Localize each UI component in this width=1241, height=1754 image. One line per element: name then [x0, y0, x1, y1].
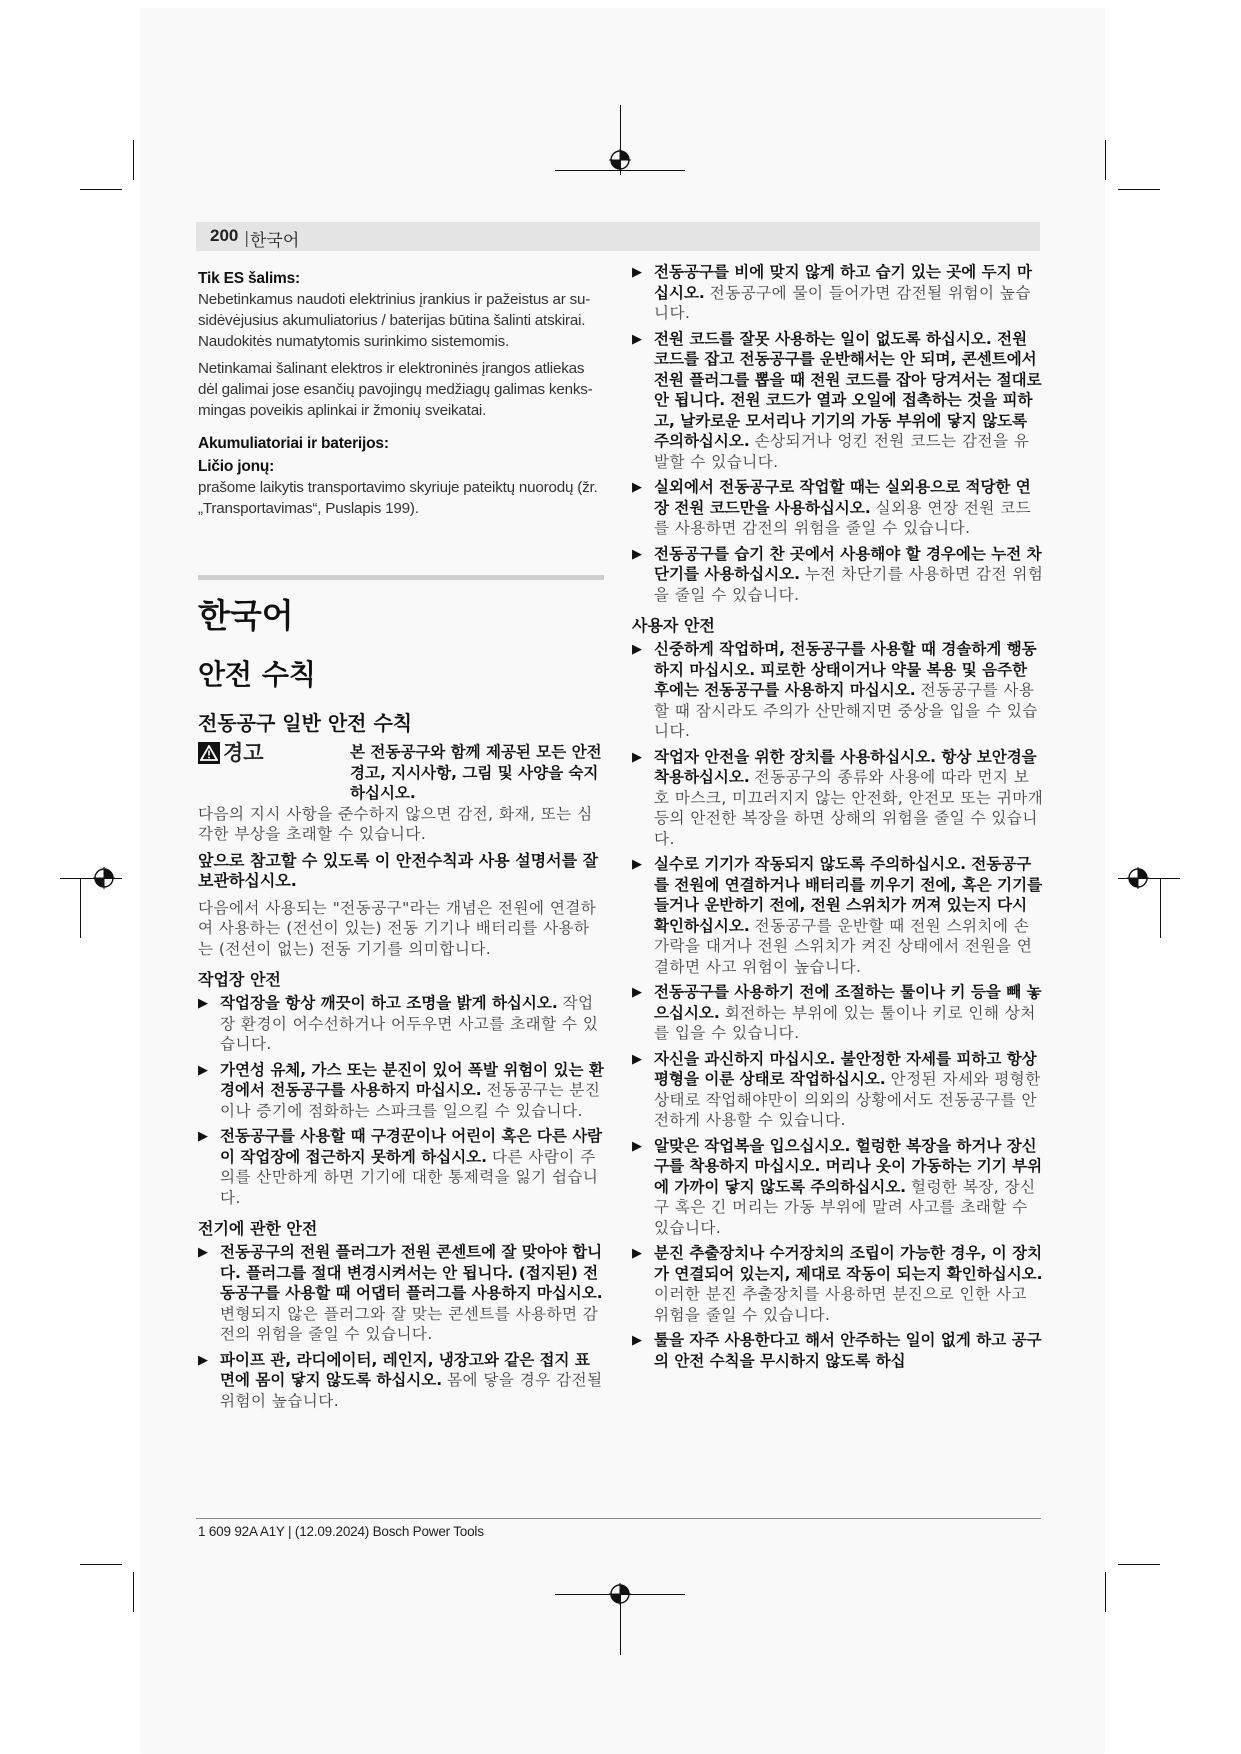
- safety-title: 안전 수칙: [198, 658, 316, 691]
- crop-mark: [80, 189, 122, 190]
- right-column: [632, 262, 1044, 1376]
- eu-disposal-paragraph: Nebetinkamus naudoti elektrinius įrankius ir pažeistus ar susidėvėjusius akumuliatorius / baterijas būtina šalinti atskirai. Naudokitės numatytomis surinkimo sistemomis.: [198, 291, 591, 350]
- registration-mark-icon: [1127, 867, 1149, 889]
- list-item: ▶ 전동공구를 비에 맞지 않게 하고 습기 있는 곳에 두지 마십시오. 전동공구에 물이 들어가면 감전될 위험이 높습니다.: [632, 263, 1032, 322]
- list-item: ▶ 분진 추출장치나 수거장치의 조립이 가능한 경우, 이 장치가 연결되어 있는지, 제대로 작동이 되는지 확인하십시오. 이러한 분진 추출장치를 사용하면 분진으로 인한 사고 위험을 줄일 수 있습니다.: [632, 1244, 1043, 1324]
- list-item: ▶ 전동공구를 사용하기 전에 조절하는 툴이나 키 등을 빼 놓으십시오. 회전하는 부위에 있는 툴이나 키로 인해 상처를 입을 수 있습니다.: [632, 983, 1042, 1042]
- bullet-icon: ▶: [632, 480, 642, 495]
- registration-mark-icon: [93, 867, 115, 889]
- general-safety-title: 전동공구 일반 안전 수칙: [198, 711, 413, 735]
- list-item: ▶ 알맞은 작업복을 입으십시오. 헐렁한 복장을 하거나 장신구를 착용하지 마십시오. 머리나 옷이 가동하는 기기 부위에 가까이 닿지 않도록 주의하십시오. 헐렁한 복장, 장신구 혹은 긴 머리는 가동 부위에 말려 사고를 초래할 수 있습니다.: [632, 1136, 1043, 1237]
- bullet-icon: ▶: [632, 546, 642, 562]
- keep-instructions: 앞으로 참고할 수 있도록 이 안전수칙과 사용 설명서를 잘 보관하십시오.: [198, 850, 599, 890]
- crop-mark: [1105, 140, 1106, 180]
- bullet-icon: ▶: [632, 331, 642, 347]
- warning-label: 경고: [198, 742, 350, 804]
- list-item: ▶ 신중하게 작업하며, 전동공구를 사용할 때 경솔하게 행동하지 마십시오. 피로한 상태이거나 약물 복용 및 음주한 후에는 전동공구를 사용하지 마십시오. 전동공구를 사용할 때 잠시라도 주의가 산만해지면 중상을 입을 수 있습니다.: [632, 640, 1038, 740]
- list-item: ▶ 전동공구의 전원 플러그가 전원 콘센트에 잘 맞아야 합니다. 플러그를 절대 변경시켜서는 안 됩니다. (접지된) 전동공구를 사용할 때 어댑터 플러그를 사용하지 마십시오. 변형되지 않은 플러그와 잘 맞는 콘센트를 사용하면 감전의 위험을 줄일 수 있습니다.: [198, 1243, 603, 1343]
- lithium-ion-heading: Ličio jonų:: [198, 458, 275, 475]
- crop-mark: [1118, 1564, 1160, 1565]
- registration-mark-icon: [609, 1583, 631, 1605]
- registration-mark-icon: [609, 149, 631, 171]
- footer-text: 1 609 92A A1Y | (12.09.2024) Bosch Power Tools: [198, 1524, 484, 1539]
- warning-triangle-icon: [198, 742, 220, 764]
- list-item: ▶ 파이프 관, 라디에이터, 레인지, 냉장고와 같은 접지 표면에 몸이 닿지 않도록 하십시오. 몸에 닿을 경우 감전될 위험이 높습니다.: [198, 1350, 603, 1410]
- bullet-icon: ▶: [198, 1062, 208, 1078]
- crop-mark: [1160, 878, 1161, 938]
- workplace-safety-heading: 작업장 안전: [198, 970, 281, 989]
- crop-mark: [80, 1564, 122, 1565]
- bullet-icon: ▶: [632, 749, 642, 765]
- electrical-safety-heading: 전기에 관한 안전: [198, 1219, 318, 1238]
- bullet-icon: ▶: [632, 1246, 642, 1261]
- crop-mark: [80, 878, 81, 938]
- list-item: ▶ 작업자 안전을 위한 장치를 사용하십시오. 항상 보안경을 착용하십시오. 전동공구의 종류와 사용에 따라 먼지 보호 마스크, 미끄러지지 않는 안전화, 안전모 또는 귀마개 등의 안전한 복장을 하면 상해의 위험을 줄일 수 있습니다.: [632, 747, 1044, 848]
- bullet-icon: ▶: [198, 1245, 208, 1260]
- bullet-icon: ▶: [198, 1352, 208, 1368]
- bullet-icon: ▶: [198, 996, 208, 1011]
- list-item: ▶ 툴을 자주 사용한다고 해서 안주하는 일이 없게 하고 공구의 안전 수칙을 무시하지 않도록 하십: [632, 1331, 1042, 1370]
- list-item: ▶ 전동공구를 사용할 때 구경꾼이나 어린이 혹은 다른 사람이 작업장에 접근하지 못하게 하십시오. 다른 사람이 주의를 산만하게 하면 기기에 대한 통제력을 잃기 쉽습니다.: [198, 1127, 603, 1207]
- list-item: ▶ 가연성 유체, 가스 또는 분진이 있어 폭발 위험이 있는 환경에서 전동공구를 사용하지 마십시오. 전동공구는 분진이나 증기에 점화하는 스파크를 일으킬 수 있습니다.: [198, 1060, 604, 1120]
- list-item: ▶ 작업장을 항상 깨끗이 하고 조명을 밝게 하십시오. 작업장 환경이 어수선하거나 어두우면 사고를 초래할 수 있습니다.: [198, 994, 599, 1053]
- power-tool-definition: 다음에서 사용되는 "전동공구"라는 개념은 전원에 연결하여 사용하는 (전선이 있는) 전동 기기나 배터리를 사용하는 (전선이 없는) 전동 기기를 의미합니다.: [198, 898, 597, 958]
- bullet-icon: ▶: [632, 265, 642, 280]
- language-title: 한국어: [198, 596, 294, 635]
- header-separator: |: [244, 228, 250, 247]
- warning-consequence: 다음의 지시 사항을 준수하지 않으면 감전, 화재, 또는 심각한 부상을 초래할 수 있습니다.: [198, 804, 593, 843]
- page-header: [196, 222, 1040, 251]
- bullet-icon: ▶: [632, 1333, 642, 1348]
- eu-disposal-heading: Tik ES šalims:: [198, 270, 301, 287]
- lithium-ion-text: prašome laikytis transportavimo skyriuje pateiktų nuorodų (žr. „Transportavimas“, Puslapis 199).: [198, 479, 598, 517]
- bullet-icon: ▶: [632, 1138, 642, 1154]
- crop-mark: [1118, 189, 1160, 190]
- crop-mark: [1105, 1572, 1106, 1612]
- left-column: [198, 268, 604, 1416]
- user-safety-heading: 사용자 안전: [632, 616, 715, 635]
- crop-mark: [133, 140, 134, 180]
- bullet-icon: ▶: [632, 1051, 642, 1067]
- header-language: 한국어: [250, 231, 300, 251]
- bullet-icon: ▶: [632, 642, 642, 657]
- bullet-icon: ▶: [198, 1129, 208, 1144]
- list-item: ▶ 전원 코드를 잘못 사용하는 일이 없도록 하십시오. 전원 코드를 잡고 전동공구를 운반해서는 안 되며, 콘센트에서 전원 플러그를 뽑을 때 전원 코드를 잡아 당겨서는 절대로 안 됩니다. 전원 코드가 열과 오일에 접촉하는 것을 피하고, 날카로운 모서리나 기기의 가동 부위에 닿지 않도록 주의하십시오. 손상되거나 엉킨 전원 코드는 감전을 유발할 수 있습니다.: [632, 329, 1042, 471]
- list-item: ▶ 전동공구를 습기 찬 곳에서 사용해야 할 경우에는 누전 차단기를 사용하십시오. 누전 차단기를 사용하면 감전 위험을 줄일 수 있습니다.: [632, 544, 1044, 604]
- batteries-heading: Akumuliatoriai ir baterijos:: [198, 435, 389, 452]
- list-item: ▶ 실수로 기기가 작동되지 않도록 주의하십시오. 전동공구를 전원에 연결하거나 배터리를 끼우기 전에, 혹은 기기를 들거나 운반하기 전에, 전원 스위치가 꺼져 있는지 다시 확인하십시오. 전동공구를 운반할 때 전원 스위치에 손가락을 대거나 전원 스위치가 켜진 상태에서 전원을 연결하면 사고 위험이 높습니다.: [632, 855, 1043, 976]
- bullet-icon: ▶: [632, 985, 642, 1000]
- eu-disposal-paragraph: Netinkamai šalinant elektros ir elektroninės įrangos atliekas dėl galimai jose esančių pavojingų medžiagų galimas kenksmingas poveikis aplinkai ir žmonių sveikatai.: [198, 360, 593, 419]
- list-item: ▶ 실외에서 전동공구로 작업할 때는 실외용으로 적당한 연장 전원 코드만을 사용하십시오. 실외용 연장 전원 코드를 사용하면 감전의 위험을 줄일 수 있습니다.: [632, 478, 1032, 537]
- list-item: ▶ 자신을 과신하지 마십시오. 불안정한 자세를 피하고 항상 평형을 이룬 상태로 작업하십시오. 안정된 자세와 평형한 상태로 작업해야만이 의외의 상황에서도 전동공구를 안전하게 사용할 수 있습니다.: [632, 1049, 1041, 1129]
- section-divider: [198, 575, 604, 580]
- crop-mark: [133, 1572, 134, 1612]
- page-number: 200: [210, 226, 239, 245]
- bullet-icon: ▶: [632, 857, 642, 872]
- warning-block: [198, 742, 604, 804]
- warning-bold-text: 본 전동공구와 함께 제공된 모든 안전경고, 지시사항, 그림 및 사양을 숙지하십시오.: [350, 743, 602, 802]
- footer-divider: [196, 1518, 1041, 1519]
